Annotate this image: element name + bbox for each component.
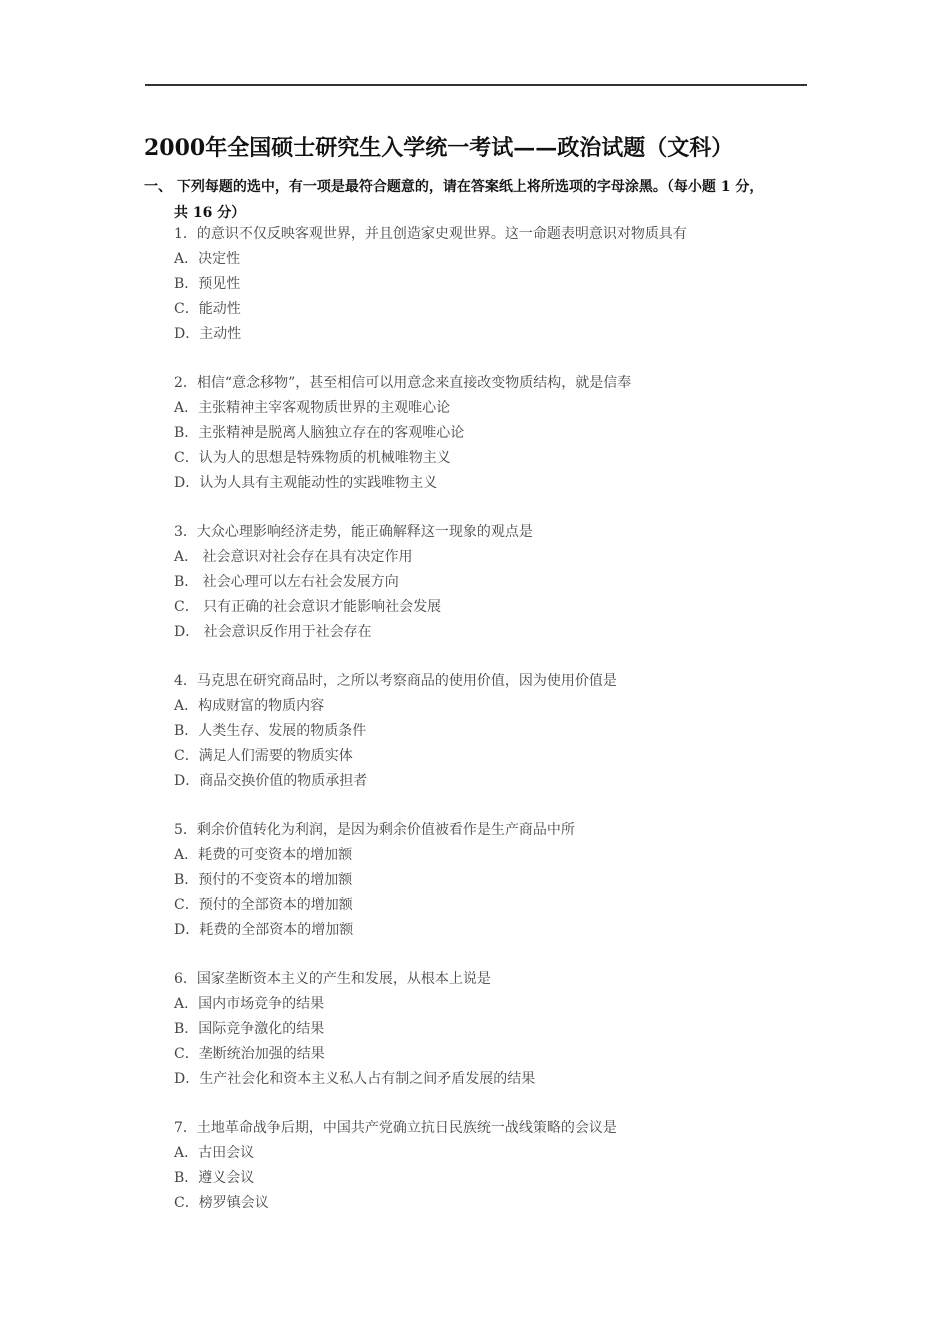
option-c: C．预付的全部资本的增加额: [174, 897, 353, 913]
question-stem: 1．的意识不仅反映客观世界，并且创造家史观世界。这一命题表明意识对物质具有: [174, 226, 687, 242]
option-d: D．耗费的全部资本的增加额: [174, 922, 354, 938]
option-c: C．垄断统治加强的结果: [174, 1046, 325, 1062]
spacer: [174, 943, 814, 967]
question-stem: 5．剩余价值转化为利润，是因为剩余价值被看作是生产商品中所: [174, 822, 575, 838]
option-d: D．认为人具有主观能动性的实践唯物主义: [174, 475, 438, 491]
option-c: C．能动性: [174, 301, 241, 317]
option-b: B．主张精神是脱离人脑独立存在的客观唯心论: [174, 425, 465, 441]
spacer: [174, 794, 814, 818]
option-a: A．主张精神主宰客观物质世界的主观唯心论: [174, 400, 451, 416]
instruction-line-1: 一、 下列每题的选中，有一项是最符合题意的，请在答案纸上将所选项的字母涂黑。（每小题 1 分，: [144, 179, 764, 195]
option-d: D．商品交换价值的物质承担者: [174, 773, 368, 789]
option-c: C．满足人们需要的物质实体: [174, 748, 353, 764]
option-a: A．国内市场竞争的结果: [174, 996, 325, 1012]
spacer: [174, 496, 814, 520]
option-c: C．认为人的思想是特殊物质的机械唯物主义: [174, 450, 451, 466]
question-stem: 3．大众心理影响经济走势，能正确解释这一现象的观点是: [174, 524, 533, 540]
spacer: [174, 347, 814, 371]
option-d: D． 社会意识反作用于社会存在: [174, 624, 372, 640]
option-a: A．构成财富的物质内容: [174, 698, 325, 714]
question-2: [174, 371, 814, 496]
question-3: [174, 520, 814, 645]
option-c: C．榜罗镇会议: [174, 1195, 269, 1211]
spacer: [174, 1092, 814, 1116]
question-stem: 7．土地革命战争后期，中国共产党确立抗日民族统一战线策略的会议是: [174, 1120, 617, 1136]
option-b: B．遵义会议: [174, 1170, 255, 1186]
spacer: [174, 645, 814, 669]
option-c: C． 只有正确的社会意识才能影响社会发展: [174, 599, 442, 615]
page-title: 2000年全国硕士研究生入学统一考试——政治试题（文科）: [144, 135, 734, 161]
instruction-line-2: 共 16 分）: [174, 205, 246, 221]
option-a: A．古田会议: [174, 1145, 255, 1161]
option-b: B． 社会心理可以左右社会发展方向: [174, 574, 399, 590]
question-7: [174, 1116, 814, 1216]
option-a: A． 社会意识对社会存在具有决定作用: [174, 549, 413, 565]
option-b: B．国际竞争激化的结果: [174, 1021, 325, 1037]
top-rule: [145, 84, 807, 86]
question-stem: 2．相信“意念移物”，甚至相信可以用意念来直接改变物质结构，就是信奉: [174, 375, 632, 391]
question-stem: 6．国家垄断资本主义的产生和发展，从根本上说是: [174, 971, 491, 987]
question-5: [174, 818, 814, 943]
option-b: B．人类生存、发展的物质条件: [174, 723, 367, 739]
option-d: D．主动性: [174, 326, 242, 342]
question-6: [174, 967, 814, 1092]
question-stem: 4．马克思在研究商品时，之所以考察商品的使用价值，因为使用价值是: [174, 673, 617, 689]
question-1: [174, 222, 814, 347]
option-b: B．预见性: [174, 276, 241, 292]
section-instruction: [144, 174, 824, 226]
option-b: B．预付的不变资本的增加额: [174, 872, 353, 888]
option-a: A．耗费的可变资本的增加额: [174, 847, 353, 863]
option-d: D．生产社会化和资本主义私人占有制之间矛盾发展的结果: [174, 1071, 536, 1087]
question-4: [174, 669, 814, 794]
option-a: A．决定性: [174, 251, 241, 267]
question-list: [174, 222, 814, 1216]
